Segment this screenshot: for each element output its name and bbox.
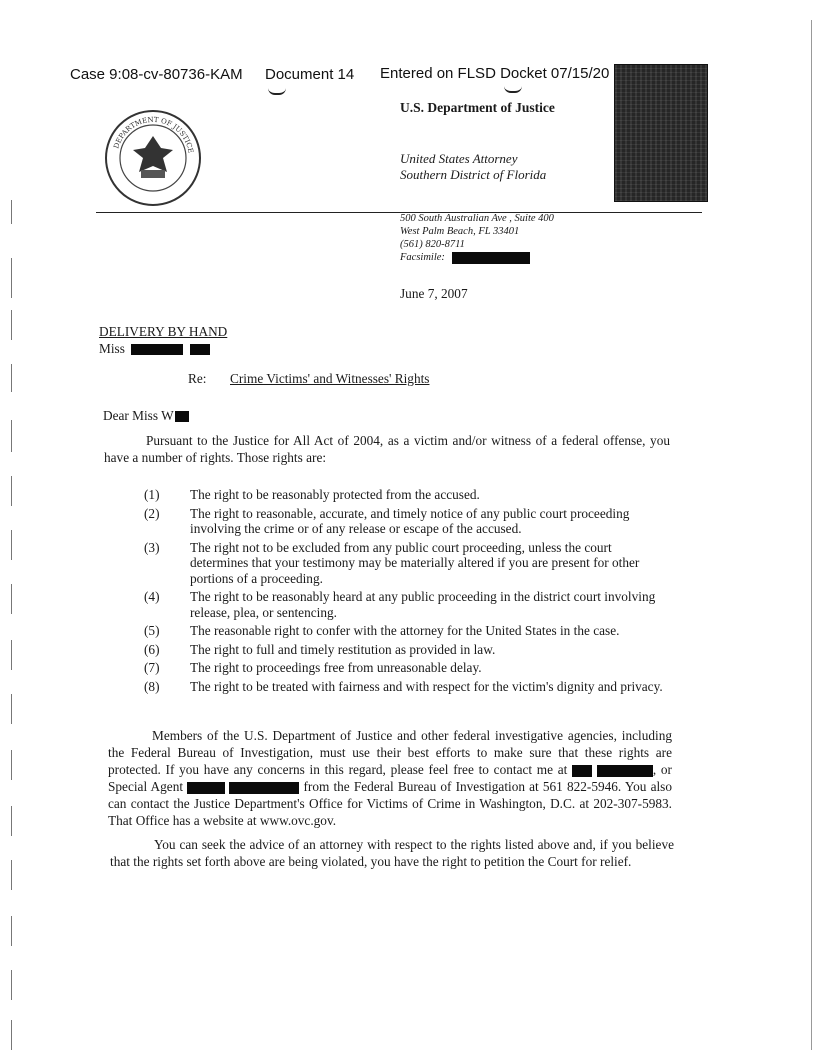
seal-text: DEPARTMENT OF JUSTICE: [112, 115, 195, 154]
intro-paragraph: Pursuant to the Justice for All Act of 2004, as a victim and/or witness of a federal offense, you have a number of rights. Those rights are:: [104, 433, 670, 465]
letter-date: June 7, 2007: [400, 286, 468, 301]
scan-artifact: [11, 420, 12, 452]
delivery-method: DELIVERY BY HAND: [99, 324, 228, 339]
list-item: (6) The right to full and timely restitution as provided in law.: [144, 641, 496, 657]
office-line-1: United States Attorney: [400, 151, 518, 166]
advice-paragraph: You can seek the advice of an attorney with respect to the rights listed above and, if you believe that the rights set forth above are being violated, you have the right to petition the Court for relief.: [110, 837, 674, 869]
scan-artifact: [11, 970, 12, 1000]
scan-artifact: [11, 640, 12, 670]
scan-artifact: [11, 364, 12, 392]
case-number: Case 9:08-cv-80736-KAM: [70, 66, 243, 83]
list-item: (3) The right not to be excluded from any public court proceeding, unless the court determines that your testimony may be materially altered if you are present for other portions of a proceeding.: [144, 539, 640, 586]
list-item: (4) The right to be reasonably heard at any public proceeding in the district court involving release, plea, or sentencing.: [144, 589, 656, 620]
recipient-line: [99, 341, 210, 357]
scan-artifact: [11, 916, 12, 946]
address-line-1: 500 South Australian Ave , Suite 400: [400, 213, 554, 224]
members-text-1: Members of the U.S. Department of Justice and other federal investigative agencies, including the Federal Bureau of Investigation, must use their best efforts to make sure that these rights are protected. If you have any concerns in this regard, please feel free to contact me at: [108, 728, 672, 777]
ink-mark: [504, 86, 522, 93]
list-item: (1) The right to be reasonably protected from the accused.: [144, 487, 480, 502]
redaction-bar: [597, 765, 653, 777]
salutation-text: Dear Miss W: [103, 408, 174, 423]
doj-seal-icon: [103, 108, 203, 208]
members-text-3: from the Federal Bureau of Investigation at 561 822-5946. You also can contact the Justice Department's Office for Victims of Crime in Washington, D.C. at 202-307-5983. That Office has a website at www.ovc.gov.: [108, 779, 673, 828]
ink-mark: [268, 88, 286, 95]
scan-artifact: [11, 310, 12, 340]
redaction-bar: [190, 344, 210, 355]
list-item: (7) The right to proceedings free from unreasonable delay.: [144, 660, 482, 675]
phone-number: (561) 820-8711: [400, 239, 465, 250]
fax-label: Facsimile:: [400, 252, 445, 263]
list-item: (2) The right to reasonable, accurate, and timely notice of any public court proceeding involving the crime or of any release or escape of the accused.: [144, 505, 630, 536]
members-text-2: , or Special Agent: [108, 762, 672, 794]
department-name: U.S. Department of Justice: [400, 100, 555, 115]
scan-artifact: [11, 1020, 12, 1050]
re-label: Re:: [188, 371, 207, 386]
salutation: [103, 408, 189, 424]
list-item: (8) The right to be treated with fairness and with respect for the victim's dignity and privacy.: [144, 678, 663, 694]
recipient-prefix: Miss: [99, 341, 125, 356]
scan-artifact: [11, 806, 12, 836]
fax-line: [400, 251, 530, 264]
docket-entry: Entered on FLSD Docket 07/15/20: [380, 65, 610, 82]
scan-artifact: [11, 750, 12, 780]
scan-artifact: [11, 584, 12, 614]
scan-artifact: [11, 200, 12, 224]
list-item: (5) The reasonable right to confer with the attorney for the United States in the case.: [144, 623, 620, 638]
re-subject: Crime Victims' and Witnesses' Rights: [230, 371, 430, 386]
scan-artifact: [11, 258, 12, 298]
redaction-bar: [131, 344, 183, 355]
address-line-2: West Palm Beach, FL 33401: [400, 226, 520, 237]
redaction-bar: [187, 782, 225, 794]
redaction-bar: [175, 411, 189, 422]
document-number: Document 14: [265, 66, 355, 83]
office-line-2: Southern District of Florida: [400, 167, 547, 182]
scan-artifact: [11, 476, 12, 506]
letterhead-rule: [96, 212, 702, 213]
scan-artifact: [11, 694, 12, 724]
scan-artifact: [11, 860, 12, 890]
members-paragraph: [108, 727, 672, 829]
rights-list: [140, 487, 672, 697]
redaction-bar: [452, 252, 530, 264]
redaction-bar: [572, 765, 592, 777]
scan-artifact: [811, 20, 812, 1050]
scan-artifact: [11, 530, 12, 560]
scan-artifact: [614, 64, 708, 202]
redaction-bar: [229, 782, 299, 794]
